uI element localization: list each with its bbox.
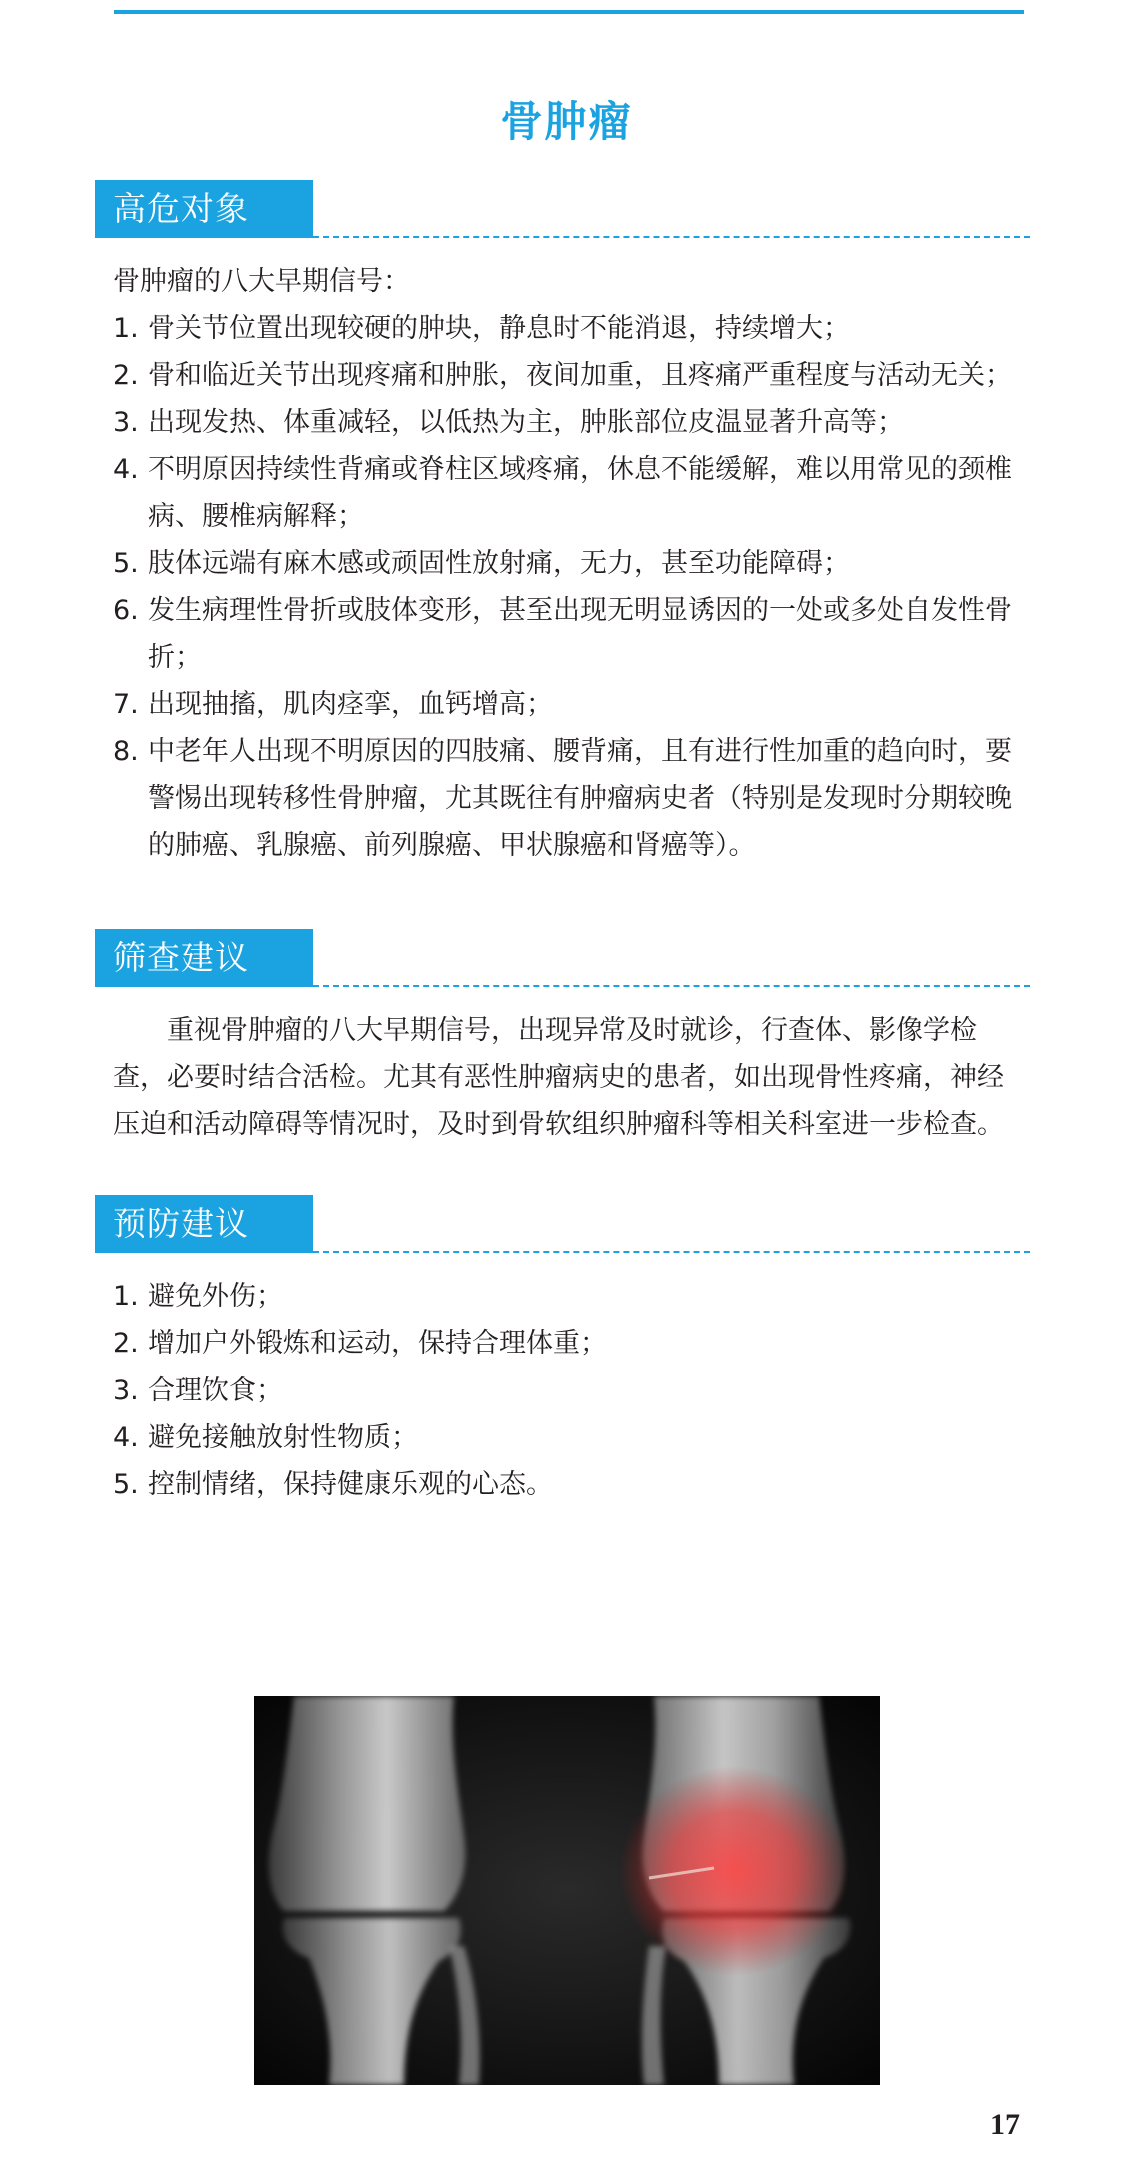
section-heading: 预防建议 <box>95 1195 313 1253</box>
section-header <box>95 929 1030 987</box>
knee-xray-illustration <box>254 1696 880 2085</box>
item-number: 7. <box>113 689 139 720</box>
prevention-section <box>95 1195 1030 1508</box>
list-item <box>113 1367 1030 1414</box>
item-number: 6. <box>113 595 139 626</box>
list-item <box>113 728 1030 869</box>
item-text: 控制情绪，保持健康乐观的心态。 <box>148 1469 553 1500</box>
dashed-divider <box>313 985 1030 987</box>
intro-text: 骨肿瘤的八大早期信号： <box>113 266 410 297</box>
list-item <box>113 1414 1030 1461</box>
warning-signs-list <box>113 305 1030 869</box>
list-item <box>113 305 1030 352</box>
section-body <box>95 987 1030 1148</box>
section-heading: 高危对象 <box>95 180 313 238</box>
item-number: 5. <box>113 1469 139 1500</box>
item-number: 2. <box>113 360 139 391</box>
item-text: 避免接触放射性物质； <box>148 1422 418 1453</box>
list-item <box>113 1461 1030 1508</box>
item-number: 2. <box>113 1328 139 1359</box>
tumor-highlight <box>619 1766 849 1976</box>
section-header <box>95 180 1030 238</box>
list-item <box>113 1273 1030 1320</box>
list-item <box>113 587 1030 681</box>
high-risk-section <box>95 180 1030 869</box>
item-number: 8. <box>113 736 139 767</box>
page-title: 骨肿瘤 <box>500 97 633 146</box>
item-text: 肢体远端有麻木感或顽固性放射痛，无力，甚至功能障碍； <box>148 548 850 579</box>
page-number: 17 <box>990 2108 1020 2141</box>
prevention-list <box>113 1273 1030 1508</box>
item-number: 4. <box>113 454 139 485</box>
item-text: 骨关节位置出现较硬的肿块，静息时不能消退，持续增大； <box>148 313 850 344</box>
item-number: 5. <box>113 548 139 579</box>
item-text: 出现发热、体重减轻，以低热为主，肿胀部位皮温显著升高等； <box>148 407 904 438</box>
item-text: 出现抽搐，肌肉痉挛，血钙增高； <box>148 689 553 720</box>
item-number: 1. <box>113 1281 139 1312</box>
item-number: 1. <box>113 313 139 344</box>
list-item <box>113 681 1030 728</box>
item-text: 增加户外锻炼和运动，保持合理体重； <box>148 1328 607 1359</box>
list-item <box>113 399 1030 446</box>
section-body <box>95 238 1030 869</box>
list-item <box>113 446 1030 540</box>
section-header <box>95 1195 1030 1253</box>
top-rule <box>114 10 1024 14</box>
item-number: 4. <box>113 1422 139 1453</box>
knee-xray-image <box>254 1696 880 2085</box>
item-text: 不明原因持续性背痛或脊柱区域疼痛，休息不能缓解，难以用常见的颈椎病、腰椎病解释； <box>148 454 1012 532</box>
list-item <box>113 1320 1030 1367</box>
item-text: 合理饮食； <box>148 1375 283 1406</box>
item-text: 避免外伤； <box>148 1281 283 1312</box>
screening-section <box>95 929 1030 1148</box>
item-text: 中老年人出现不明原因的四肢痛、腰背痛，且有进行性加重的趋向时，要警惕出现转移性骨肿瘤，尤其既往有肿瘤病史者（特别是发现时分期较晚的肺癌、乳腺癌、前列腺癌、甲状腺癌和肾癌等）。 <box>148 736 1012 861</box>
dashed-divider <box>313 1251 1030 1253</box>
item-number: 3. <box>113 1375 139 1406</box>
item-text: 发生病理性骨折或肢体变形，甚至出现无明显诱因的一处或多处自发性骨折； <box>148 595 1012 673</box>
item-number: 3. <box>113 407 139 438</box>
list-item <box>113 352 1030 399</box>
dashed-divider <box>313 236 1030 238</box>
list-item <box>113 540 1030 587</box>
screening-paragraph: 重视骨肿瘤的八大早期信号，出现异常及时就诊，行查体、影像学检查，必要时结合活检。尤其有恶性肿瘤病史的患者，如出现骨性疼痛，神经压迫和活动障碍等情况时，及时到骨软组织肿瘤科等相关科室进一步检查。 <box>113 1015 1004 1140</box>
item-text: 骨和临近关节出现疼痛和肿胀，夜间加重，且疼痛严重程度与活动无关； <box>148 360 1012 391</box>
section-body <box>95 1253 1030 1508</box>
section-heading: 筛查建议 <box>95 929 313 987</box>
